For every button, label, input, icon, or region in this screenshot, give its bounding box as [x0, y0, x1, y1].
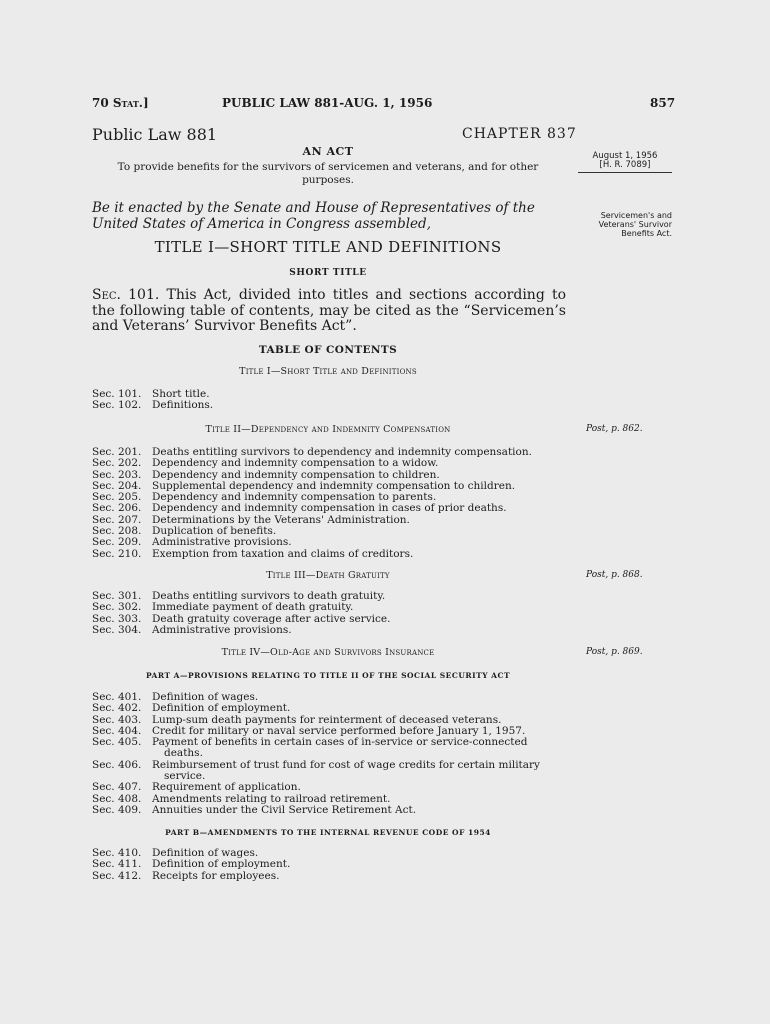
list-item: Sec. 302. Immediate payment of death gratuity. — [92, 601, 354, 614]
list-item: Sec. 102. Definitions. — [92, 399, 214, 412]
list-item: Sec. 101. Short title. — [92, 388, 210, 400]
post-ref-title3: Post, p. 868. — [586, 570, 643, 580]
list-item: Sec. 406. Reimbursement of trust fund for cost of wage credits for certain military service. — [92, 758, 540, 783]
list-item: Sec. 403. Lump-sum death payments for reinterment of deceased veterans. — [92, 713, 502, 726]
list-item: Sec. 208. Duplication of benefits. — [92, 525, 277, 538]
margin-short-title-note: Servicemen's and Veterans' Survivor Benefits Act. — [598, 211, 672, 238]
act-label: AN ACT — [302, 145, 354, 158]
margin-date-note — [578, 152, 672, 173]
margin-bill: [H. R. 7089] — [599, 160, 651, 170]
list-item: Sec. 303. Death gratuity coverage after active service. — [92, 612, 391, 625]
header-stat-ref: 70 Stat.] — [92, 96, 149, 110]
list-item: Sec. 408. Amendments relating to railroad retirement. — [92, 792, 391, 805]
law-title: Public Law 881 — [92, 125, 218, 144]
toc-title4-part-b-list — [92, 848, 572, 882]
list-item: Sec. 409. Annuities under the Civil Service Retirement Act. — [92, 803, 417, 816]
list-item: Sec. 210. Exemption from taxation and claims of creditors. — [92, 547, 414, 560]
list-item: Sec. 402. Definition of employment. — [92, 702, 291, 715]
list-item: Sec. 203. Dependency and indemnity compensation to children. — [92, 468, 440, 481]
list-item: Sec. 204. Supplemental dependency and indemnity compensation to children. — [92, 479, 516, 492]
list-item: Sec. 407. Requirement of application. — [92, 781, 301, 794]
section-101-text: This Act, divided into titles and sections according to the following table of contents, may be cited as the “Servicemen’s and Veterans’ Survivor Benefits Act”. — [92, 287, 566, 334]
toc-title3-heading: Title III—Death Gratuity — [266, 570, 390, 581]
toc-part-a-heading: PART A—PROVISIONS RELATING TO TITLE II OF THE SOCIAL SECURITY ACT — [145, 671, 511, 680]
list-item: Sec. 401. Definition of wages. — [92, 691, 259, 703]
toc-title2-list — [92, 447, 572, 560]
section-101 — [92, 288, 566, 335]
list-item: Sec. 207. Determinations by the Veterans' Administration. — [92, 513, 410, 526]
margin-date: August 1, 1956 — [592, 151, 658, 161]
list-item: Sec. 301. Deaths entitling survivors to death gratuity. — [92, 590, 386, 602]
section-101-label: Sec. 101. — [92, 287, 160, 303]
toc-title4-part-a-list — [92, 692, 572, 816]
toc-part-b-heading: PART B—AMENDMENTS TO THE INTERNAL REVENUE CODE OF 1954 — [165, 828, 491, 837]
post-ref-title2: Post, p. 862. — [586, 424, 643, 434]
margin-rule — [578, 172, 672, 173]
toc-heading: TABLE OF CONTENTS — [258, 344, 398, 356]
list-item: Sec. 206. Dependency and indemnity compensation in cases of prior deaths. — [92, 502, 507, 515]
post-ref-title4: Post, p. 869. — [586, 647, 643, 657]
list-item: Sec. 404. Credit for military or naval service performed before January 1, 1957. — [92, 724, 526, 737]
list-item: Sec. 410. Definition of wages. — [92, 847, 259, 859]
list-item: Sec. 412. Receipts for employees. — [92, 869, 280, 882]
toc-title4-heading: Title IV—Old-Age and Survivors Insurance — [221, 647, 435, 658]
list-item: Sec. 405. Payment of benefits in certain cases of in-service or service-connected deaths. — [92, 736, 528, 760]
toc-title3-list — [92, 591, 572, 636]
page-number: 857 — [650, 96, 676, 110]
list-item: Sec. 201. Deaths entitling survivors to dependency and indemnity compensation. — [92, 446, 532, 458]
title-heading: TITLE I—SHORT TITLE AND DEFINITIONS — [154, 238, 502, 256]
act-purpose: To provide benefits for the survivors of servicemen and veterans, and for other purposes. — [117, 161, 539, 186]
toc-title1-heading: Title I—Short Title and Definitions — [239, 366, 417, 377]
enacting-clause: Be it enacted by the Senate and House of Representatives of the United States of America in Congress assembled, — [92, 200, 535, 232]
list-item: Sec. 304. Administrative provisions. — [92, 623, 292, 636]
list-item: Sec. 411. Definition of employment. — [92, 858, 291, 871]
chapter-label: CHAPTER 837 — [462, 126, 577, 142]
list-item: Sec. 209. Administrative provisions. — [92, 536, 292, 549]
short-title-heading: SHORT TITLE — [289, 268, 367, 278]
toc-title1-list — [92, 389, 572, 412]
list-item: Sec. 205. Dependency and indemnity compensation to parents. — [92, 491, 437, 504]
toc-title2-heading: Title II—Dependency and Indemnity Compensation — [205, 424, 451, 435]
header-title: PUBLIC LAW 881-AUG. 1, 1956 — [222, 96, 433, 110]
list-item: Sec. 202. Dependency and indemnity compensation to a widow. — [92, 457, 439, 470]
